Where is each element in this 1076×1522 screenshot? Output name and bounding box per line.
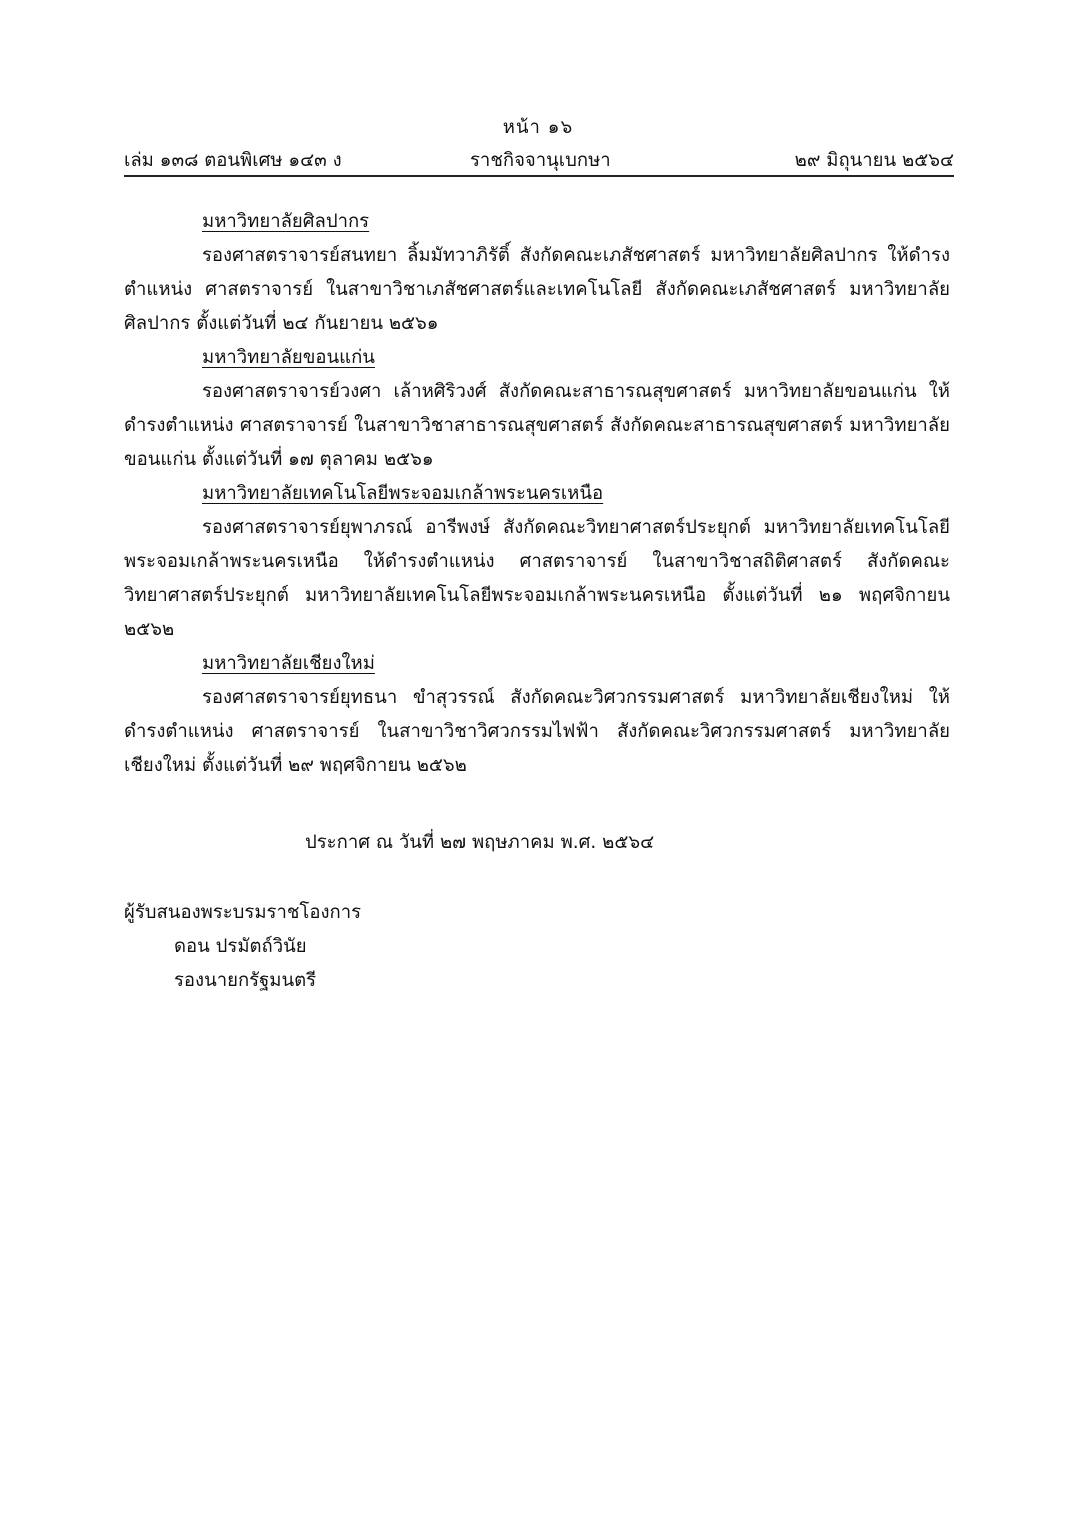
appointment-paragraph: รองศาสตราจารย์สนทยา ลิ้มมัทวาภิรัติ์ สังกัดคณะเภสัชศาสตร์ มหาวิทยาลัยศิลปากร ให้ดำรงตำแหน่ง ศาสตราจารย์ ในสาขาวิชาเภสัชศาสตร์และเทคโนโลยี สังกัดคณะเภสัชศาสตร์ มหาวิทยาลัยศิลปากร ตั้งแต่วันที่ ๒๔ กันยายน ๒๕๖๑ xyxy=(124,245,950,334)
university-heading: มหาวิทยาลัยศิลปากร xyxy=(202,211,370,232)
gazette-volume: เล่ม ๑๓๘ ตอนพิเศษ ๑๔๓ ง xyxy=(124,150,342,171)
appointment-list xyxy=(124,205,950,783)
header-divider xyxy=(124,175,954,177)
countersign-title: ผู้รับสนองพระบรมราชโองการ xyxy=(124,902,362,923)
announcement-date: ประกาศ ณ วันที่ ๒๗ พฤษภาคม พ.ศ. ๒๕๖๔ xyxy=(305,832,655,853)
gazette-header xyxy=(124,146,954,172)
university-heading: มหาวิทยาลัยเชียงใหม่ xyxy=(202,653,375,674)
university-heading: มหาวิทยาลัยขอนแก่น xyxy=(202,347,375,368)
countersignature-block xyxy=(124,896,361,998)
countersign-position: รองนายกรัฐมนตรี xyxy=(174,970,317,991)
appointment-paragraph: รองศาสตราจารย์ยุพาภรณ์ อารีพงษ์ สังกัดคณะวิทยาศาสตร์ประยุกต์ มหาวิทยาลัยเทคโนโลยีพระจอมเกล้าพระนครเหนือ ให้ดำรงตำแหน่ง ศาสตราจารย์ ในสาขาวิชาสถิติศาสตร์ สังกัดคณะวิทยาศาสตร์ประยุกต์ มหาวิทยาลัยเทคโนโลยีพระจอมเกล้าพระนครเหนือ ตั้งแต่วันที่ ๒๑ พฤศจิกายน ๒๕๖๒ xyxy=(124,517,950,640)
university-heading: มหาวิทยาลัยเทคโนโลยีพระจอมเกล้าพระนครเหนือ xyxy=(202,483,604,504)
countersign-name: ดอน ปรมัตถ์วินัย xyxy=(174,936,307,957)
gazette-date: ๒๙ มิถุนายน ๒๕๖๔ xyxy=(794,150,954,171)
appointment-paragraph: รองศาสตราจารย์ยุทธนา ขำสุวรรณ์ สังกัดคณะวิศวกรรมศาสตร์ มหาวิทยาลัยเชียงใหม่ ให้ดำรงตำแหน่ง ศาสตราจารย์ ในสาขาวิชาวิศวกรรมไฟฟ้า สังกัดคณะวิศวกรรมศาสตร์ มหาวิทยาลัยเชียงใหม่ ตั้งแต่วันที่ ๒๙ พฤศจิกายน ๒๕๖๒ xyxy=(124,687,950,776)
page-number: หน้า ๑๖ xyxy=(502,117,574,138)
gazette-section-title: ราชกิจจานุเบกษา xyxy=(470,150,611,171)
appointment-paragraph: รองศาสตราจารย์วงศา เล้าหศิริวงศ์ สังกัดคณะสาธารณสุขศาสตร์ มหาวิทยาลัยขอนแก่น ให้ดำรงตำแหน่ง ศาสตราจารย์ ในสาขาวิชาสาธารณสุขศาสตร์ สังกัดคณะสาธารณสุขศาสตร์ มหาวิทยาลัยขอนแก่น ตั้งแต่วันที่ ๑๗ ตุลาคม ๒๕๖๑ xyxy=(124,381,950,470)
